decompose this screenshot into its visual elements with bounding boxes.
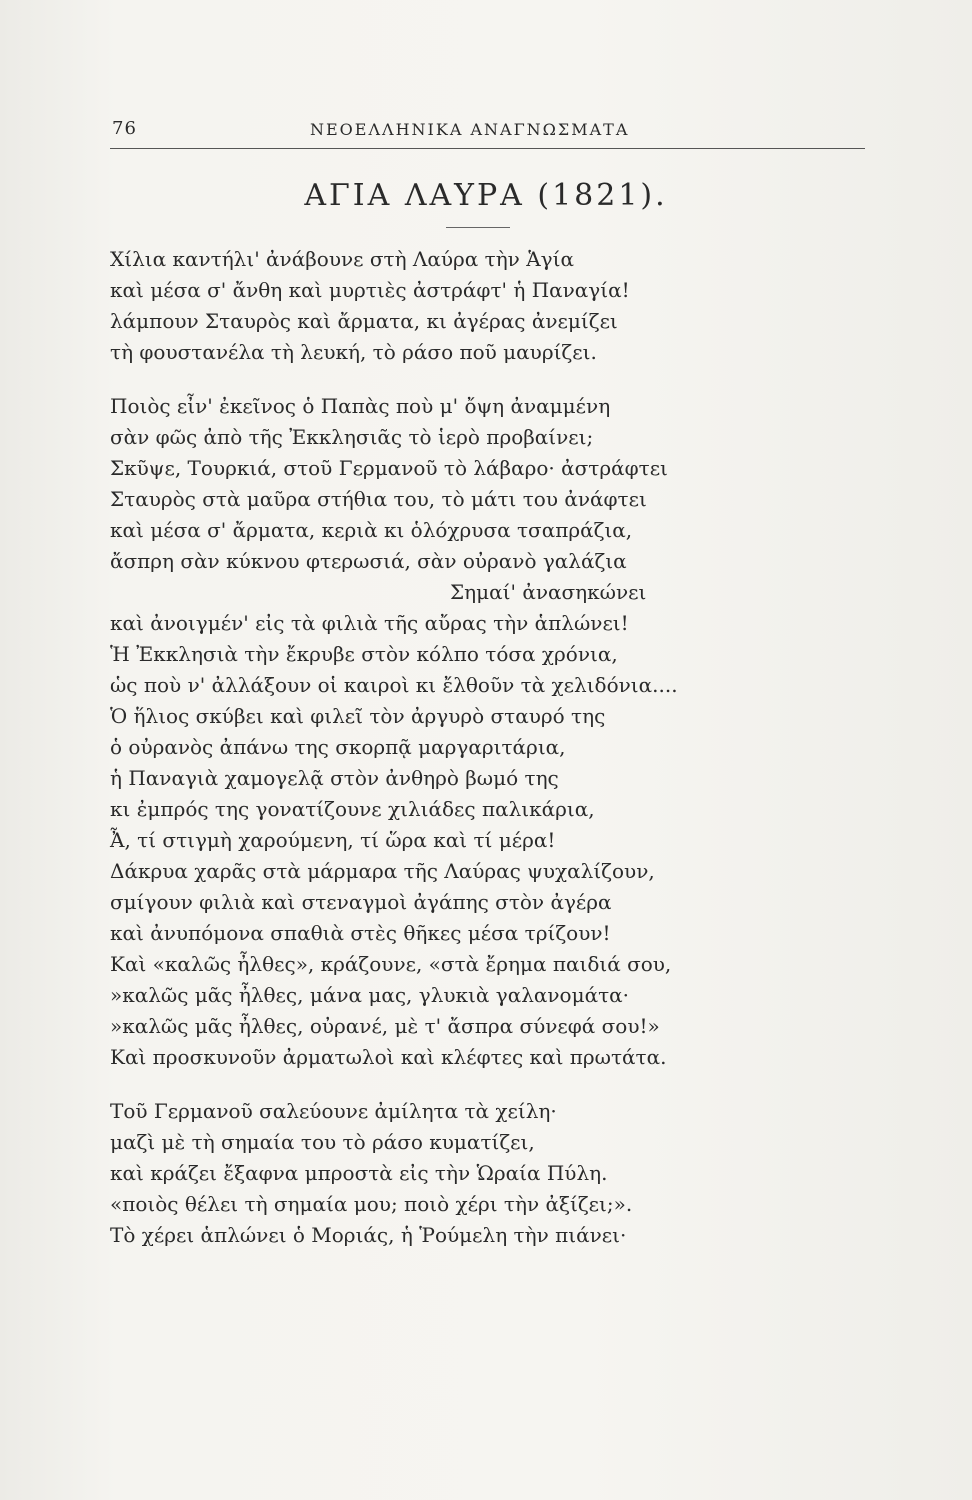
poem-line: καὶ κράζει ἔξαφνα μπροστὰ εἰς τὴν Ὡραία Πύλη. [110,1161,608,1185]
running-head: ΝΕΟΕΛΛΗΝΙΚΑ ΑΝΑΓΝΩΣΜΑΤΑ [310,120,630,139]
poem-line: κι ἐμπρός της γονατίζουνε χιλιάδες παλικάρια, [110,797,595,821]
poem-title: ΑΓΙΑ ΛΑΥΡΑ (1821). [304,178,668,213]
poem-line: «ποιὸς θέλει τὴ σημαία μου; ποιὸ χέρι τὴν ἀξίζει;». [110,1192,633,1216]
poem-line: σὰν φῶς ἀπὸ τῆς Ἐκκλησιᾶς τὸ ἱερὸ προβαίνει; [110,425,594,449]
poem-body [110,244,880,1251]
poem-line: τὴ φουστανέλα τὴ λευκή, τὸ ράσο ποῦ μαυρίζει. [110,340,597,364]
poem-line: »καλῶς μᾶς ἦλθες, οὐρανέ, μὲ τ' ἄσπρα σύνεφά σου!» [110,1014,660,1038]
poem-line: Σημαί' ἀνασηκώνει [450,580,647,604]
poem-line: Σκῦψε, Τουρκιά, στοῦ Γερμανοῦ τὸ λάβαρο· ἀστράφτει [110,456,668,480]
poem-line: μαζὶ μὲ τὴ σημαία του τὸ ράσο κυματίζει, [110,1130,535,1154]
poem-line: καὶ μέσα σ' ἄρματα, κεριὰ κι ὁλόχρυσα τσαπράζια, [110,518,633,542]
poem-line: Ποιὸς εἶν' ἐκεῖνος ὁ Παπὰς ποὺ μ' ὄψη ἀναμμένη [110,394,611,418]
poem-line: καὶ μέσα σ' ἄνθη καὶ μυρτιὲς ἀστράφτ' ἡ Παναγία! [110,278,630,302]
poem-line: ὡς ποὺ ν' ἀλλάξουν οἱ καιροὶ κι ἔλθοῦν τὰ χελιδόνια.... [110,673,678,697]
poem-line: ἄσπρη σὰν κύκνου φτερωσιά, σὰν οὐρανὸ γαλάζια [110,549,627,573]
poem-line: καὶ ἀνυπόμονα σπαθιὰ στὲς θῆκες μέσα τρίζουν! [110,921,611,945]
poem-line: καὶ ἀνοιγμέν' εἰς τὰ φιλιὰ τῆς αὔρας τὴν ἁπλώνει! [110,611,629,635]
poem-line: σμίγουν φιλιὰ καὶ στεναγμοὶ ἀγάπης στὸν ἀγέρα [110,890,612,914]
poem-line: Τὸ χέρει ἁπλώνει ὁ Μοριάς, ἡ Ῥούμελη τὴν πιάνει· [110,1223,627,1247]
poem-line: ἡ Παναγιὰ χαμογελᾷ στὸν ἀνθηρὸ βωμό της [110,766,559,790]
poem-line: Καὶ «καλῶς ἦλθες», κράζουνε, «στὰ ἔρημα παιδιά σου, [110,952,672,976]
poem-line: Ἆ, τί στιγμὴ χαρούμενη, τί ὥρα καὶ τί μέρα! [110,828,556,852]
poem-line: Ἡ Ἐκκλησιὰ τὴν ἔκρυβε στὸν κόλπο τόσα χρόνια, [110,642,618,666]
page-number: 76 [112,118,137,139]
poem-line: Σταυρὸς στὰ μαῦρα στήθια του, τὸ μάτι του ἀνάφτει [110,487,647,511]
page-header [110,118,865,149]
poem-line: Δάκρυα χαρᾶς στὰ μάρμαρα τῆς Λαύρας ψυχαλίζουν, [110,859,655,883]
poem-line: Χίλια καντήλι' ἀνάβουνε στὴ Λαύρα τὴν Ἁγία [110,247,574,271]
title-divider [446,227,510,228]
poem-line: ὁ οὐρανὸς ἀπάνω της σκορπᾷ μαργαριτάρια, [110,735,566,759]
poem-line: »καλῶς μᾶς ἦλθες, μάνα μας, γλυκιὰ γαλανομάτα· [110,983,630,1007]
poem-line: Τοῦ Γερμανοῦ σαλεύουνε ἀμίλητα τὰ χείλη· [110,1099,557,1123]
poem-line: Καὶ προσκυνοῦν ἀρματωλοὶ καὶ κλέφτες καὶ πρωτάτα. [110,1045,667,1069]
poem-line: λάμπουν Σταυρὸς καὶ ἄρματα, κι ἀγέρας ἀνεμίζει [110,309,618,333]
poem-line: Ὁ ἥλιος σκύβει καὶ φιλεῖ τὸν ἀργυρὸ σταυρό της [110,704,606,728]
